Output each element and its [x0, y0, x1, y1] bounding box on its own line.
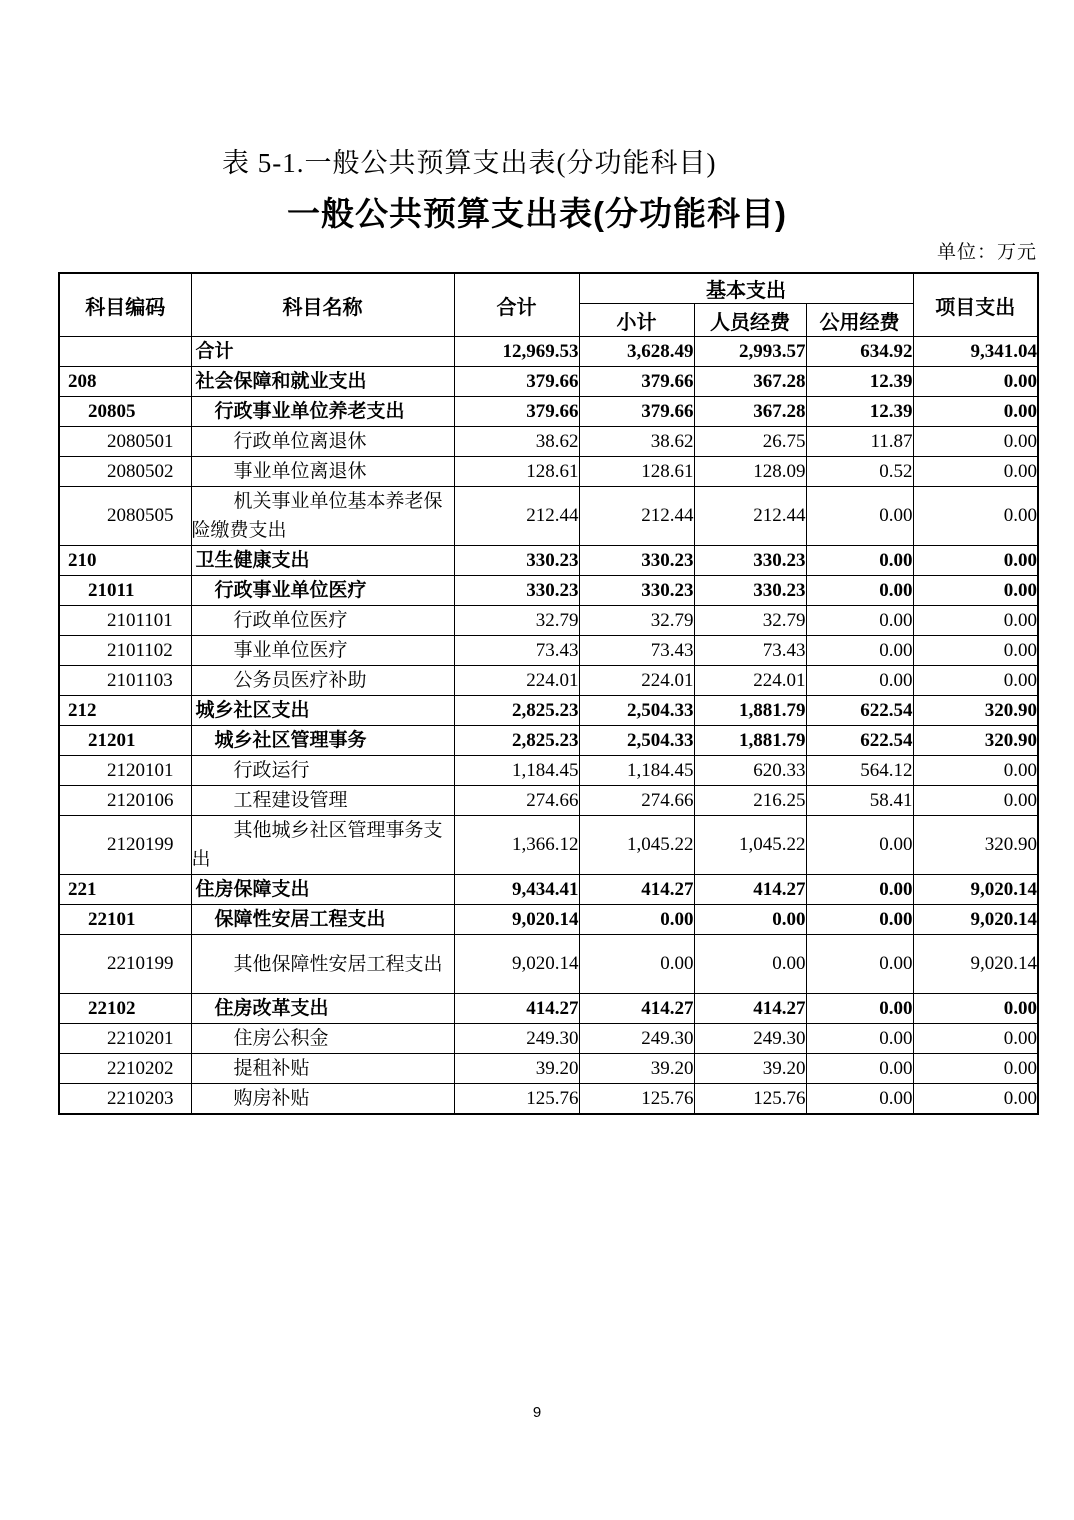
cell-code: 2101103 [59, 666, 191, 696]
cell-personnel: 212.44 [694, 487, 806, 546]
cell-name: 行政事业单位养老支出 [191, 397, 454, 427]
cell-personnel: 128.09 [694, 457, 806, 487]
page-number: 9 [532, 1404, 542, 1421]
cell-project: 0.00 [913, 1084, 1038, 1115]
table-header [59, 273, 1038, 337]
table-row [59, 816, 1038, 875]
cell-total: 125.76 [454, 1084, 579, 1115]
cell-subtotal: 414.27 [579, 994, 694, 1024]
cell-name: 合计 [191, 337, 454, 367]
cell-project: 320.90 [913, 696, 1038, 726]
cell-code: 2210199 [59, 935, 191, 994]
header-total: 合计 [454, 273, 579, 337]
cell-total: 1,184.45 [454, 756, 579, 786]
cell-name: 住房保障支出 [191, 875, 454, 905]
table-row [59, 1084, 1038, 1115]
cell-name: 提租补贴 [191, 1054, 454, 1084]
table-row [59, 636, 1038, 666]
table-row [59, 606, 1038, 636]
cell-project: 0.00 [913, 994, 1038, 1024]
cell-name: 公务员医疗补助 [191, 666, 454, 696]
cell-subtotal: 38.62 [579, 427, 694, 457]
cell-name: 城乡社区管理事务 [191, 726, 454, 756]
cell-name: 工程建设管理 [191, 786, 454, 816]
table-row [59, 994, 1038, 1024]
cell-total: 330.23 [454, 576, 579, 606]
cell-personnel: 620.33 [694, 756, 806, 786]
cell-name: 保障性安居工程支出 [191, 905, 454, 935]
header-project: 项目支出 [913, 273, 1038, 337]
cell-name: 事业单位医疗 [191, 636, 454, 666]
cell-subtotal: 414.27 [579, 875, 694, 905]
cell-subtotal: 224.01 [579, 666, 694, 696]
table-row [59, 1054, 1038, 1084]
cell-public: 0.00 [806, 905, 913, 935]
cell-subtotal: 212.44 [579, 487, 694, 546]
cell-subtotal: 2,504.33 [579, 696, 694, 726]
cell-project: 0.00 [913, 576, 1038, 606]
cell-project: 0.00 [913, 397, 1038, 427]
cell-code: 2210201 [59, 1024, 191, 1054]
cell-project: 0.00 [913, 367, 1038, 397]
header-code: 科目编码 [59, 273, 191, 337]
cell-personnel: 367.28 [694, 367, 806, 397]
cell-name: 行政单位离退休 [191, 427, 454, 457]
cell-project: 9,020.14 [913, 905, 1038, 935]
cell-code: 208 [59, 367, 191, 397]
cell-personnel: 0.00 [694, 935, 806, 994]
cell-subtotal: 0.00 [579, 935, 694, 994]
cell-total: 9,434.41 [454, 875, 579, 905]
cell-total: 38.62 [454, 427, 579, 457]
cell-personnel: 125.76 [694, 1084, 806, 1115]
cell-name: 行政事业单位医疗 [191, 576, 454, 606]
cell-name: 社会保障和就业支出 [191, 367, 454, 397]
cell-public: 0.00 [806, 636, 913, 666]
cell-subtotal: 379.66 [579, 397, 694, 427]
cell-name: 机关事业单位基本养老保险缴费支出 [191, 487, 454, 546]
cell-total: 39.20 [454, 1054, 579, 1084]
cell-subtotal: 128.61 [579, 457, 694, 487]
table-row [59, 905, 1038, 935]
header-basic-subtotal: 小计 [579, 304, 694, 337]
table-row [59, 397, 1038, 427]
cell-code: 20805 [59, 397, 191, 427]
cell-project: 0.00 [913, 546, 1038, 576]
cell-subtotal: 39.20 [579, 1054, 694, 1084]
cell-public: 0.00 [806, 875, 913, 905]
cell-code [59, 337, 191, 367]
budget-table [58, 272, 1039, 1115]
cell-project: 0.00 [913, 666, 1038, 696]
cell-public: 634.92 [806, 337, 913, 367]
cell-public: 12.39 [806, 397, 913, 427]
table-row [59, 696, 1038, 726]
cell-personnel: 1,881.79 [694, 696, 806, 726]
cell-public: 0.00 [806, 1054, 913, 1084]
cell-subtotal: 3,628.49 [579, 337, 694, 367]
cell-name: 行政运行 [191, 756, 454, 786]
cell-code: 2210203 [59, 1084, 191, 1115]
cell-total: 330.23 [454, 546, 579, 576]
cell-name: 卫生健康支出 [191, 546, 454, 576]
cell-code: 21011 [59, 576, 191, 606]
cell-personnel: 249.30 [694, 1024, 806, 1054]
cell-personnel: 73.43 [694, 636, 806, 666]
cell-subtotal: 1,184.45 [579, 756, 694, 786]
cell-public: 58.41 [806, 786, 913, 816]
cell-subtotal: 274.66 [579, 786, 694, 816]
cell-public: 0.00 [806, 935, 913, 994]
cell-name: 其他保障性安居工程支出 [191, 935, 454, 994]
cell-project: 320.90 [913, 726, 1038, 756]
table-row [59, 1024, 1038, 1054]
table-row [59, 487, 1038, 546]
cell-name: 行政单位医疗 [191, 606, 454, 636]
cell-total: 32.79 [454, 606, 579, 636]
cell-public: 0.00 [806, 487, 913, 546]
cell-public: 12.39 [806, 367, 913, 397]
cell-name: 城乡社区支出 [191, 696, 454, 726]
cell-public: 622.54 [806, 726, 913, 756]
cell-name: 购房补贴 [191, 1084, 454, 1115]
header-basic-group: 基本支出 [579, 273, 913, 304]
cell-total: 73.43 [454, 636, 579, 666]
cell-subtotal: 1,045.22 [579, 816, 694, 875]
cell-project: 0.00 [913, 606, 1038, 636]
cell-public: 0.00 [806, 1084, 913, 1115]
cell-public: 0.00 [806, 1024, 913, 1054]
cell-public: 564.12 [806, 756, 913, 786]
table-row [59, 726, 1038, 756]
cell-project: 0.00 [913, 786, 1038, 816]
cell-code: 212 [59, 696, 191, 726]
cell-public: 0.52 [806, 457, 913, 487]
table-row [59, 427, 1038, 457]
cell-code: 2120101 [59, 756, 191, 786]
cell-project: 9,020.14 [913, 875, 1038, 905]
cell-code: 2210202 [59, 1054, 191, 1084]
cell-name: 住房公积金 [191, 1024, 454, 1054]
cell-code: 2120199 [59, 816, 191, 875]
table-row [59, 756, 1038, 786]
cell-code: 2101102 [59, 636, 191, 666]
table-row [59, 457, 1038, 487]
cell-project: 0.00 [913, 487, 1038, 546]
table-row [59, 786, 1038, 816]
cell-project: 9,341.04 [913, 337, 1038, 367]
cell-personnel: 26.75 [694, 427, 806, 457]
cell-total: 2,825.23 [454, 696, 579, 726]
cell-personnel: 2,993.57 [694, 337, 806, 367]
cell-subtotal: 249.30 [579, 1024, 694, 1054]
cell-personnel: 414.27 [694, 875, 806, 905]
cell-code: 2120106 [59, 786, 191, 816]
cell-personnel: 0.00 [694, 905, 806, 935]
header-public: 公用经费 [806, 304, 913, 337]
cell-project: 9,020.14 [913, 935, 1038, 994]
table-row [59, 546, 1038, 576]
cell-project: 320.90 [913, 816, 1038, 875]
cell-total: 274.66 [454, 786, 579, 816]
cell-personnel: 330.23 [694, 576, 806, 606]
cell-personnel: 330.23 [694, 546, 806, 576]
cell-total: 1,366.12 [454, 816, 579, 875]
cell-personnel: 216.25 [694, 786, 806, 816]
header-name: 科目名称 [191, 273, 454, 337]
cell-public: 0.00 [806, 546, 913, 576]
cell-personnel: 367.28 [694, 397, 806, 427]
cell-subtotal: 0.00 [579, 905, 694, 935]
cell-subtotal: 125.76 [579, 1084, 694, 1115]
cell-public: 0.00 [806, 994, 913, 1024]
table-body [59, 337, 1038, 1115]
cell-personnel: 1,881.79 [694, 726, 806, 756]
cell-name: 其他城乡社区管理事务支出 [191, 816, 454, 875]
header-personnel: 人员经费 [694, 304, 806, 337]
cell-personnel: 224.01 [694, 666, 806, 696]
cell-code: 22101 [59, 905, 191, 935]
cell-subtotal: 2,504.33 [579, 726, 694, 756]
cell-public: 0.00 [806, 576, 913, 606]
cell-project: 0.00 [913, 1024, 1038, 1054]
cell-public: 11.87 [806, 427, 913, 457]
cell-total: 12,969.53 [454, 337, 579, 367]
cell-code: 221 [59, 875, 191, 905]
table-row [59, 875, 1038, 905]
cell-project: 0.00 [913, 427, 1038, 457]
unit-note: 单位：万元 [936, 242, 1037, 263]
cell-public: 622.54 [806, 696, 913, 726]
cell-subtotal: 32.79 [579, 606, 694, 636]
cell-public: 0.00 [806, 606, 913, 636]
cell-project: 0.00 [913, 636, 1038, 666]
cell-total: 379.66 [454, 367, 579, 397]
cell-project: 0.00 [913, 1054, 1038, 1084]
cell-code: 210 [59, 546, 191, 576]
cell-project: 0.00 [913, 457, 1038, 487]
cell-total: 9,020.14 [454, 905, 579, 935]
cell-public: 0.00 [806, 816, 913, 875]
cell-code: 2101101 [59, 606, 191, 636]
cell-subtotal: 330.23 [579, 576, 694, 606]
table-row [59, 666, 1038, 696]
cell-project: 0.00 [913, 756, 1038, 786]
cell-code: 2080501 [59, 427, 191, 457]
page-title: 一般公共预算支出表(分功能科目) [287, 195, 787, 232]
cell-personnel: 32.79 [694, 606, 806, 636]
cell-code: 2080505 [59, 487, 191, 546]
cell-name: 事业单位离退休 [191, 457, 454, 487]
cell-personnel: 1,045.22 [694, 816, 806, 875]
cell-public: 0.00 [806, 666, 913, 696]
cell-personnel: 39.20 [694, 1054, 806, 1084]
cell-total: 249.30 [454, 1024, 579, 1054]
cell-code: 21201 [59, 726, 191, 756]
cell-total: 9,020.14 [454, 935, 579, 994]
cell-personnel: 414.27 [694, 994, 806, 1024]
cell-subtotal: 379.66 [579, 367, 694, 397]
cell-total: 212.44 [454, 487, 579, 546]
table-row [59, 337, 1038, 367]
table-caption: 表 5-1.一般公共预算支出表(分功能科目) [222, 148, 717, 178]
table-row [59, 935, 1038, 994]
table-row [59, 367, 1038, 397]
cell-total: 224.01 [454, 666, 579, 696]
cell-code: 2080502 [59, 457, 191, 487]
cell-total: 2,825.23 [454, 726, 579, 756]
cell-total: 379.66 [454, 397, 579, 427]
cell-name: 住房改革支出 [191, 994, 454, 1024]
cell-total: 414.27 [454, 994, 579, 1024]
table-row [59, 576, 1038, 606]
cell-subtotal: 330.23 [579, 546, 694, 576]
cell-code: 22102 [59, 994, 191, 1024]
cell-subtotal: 73.43 [579, 636, 694, 666]
cell-total: 128.61 [454, 457, 579, 487]
